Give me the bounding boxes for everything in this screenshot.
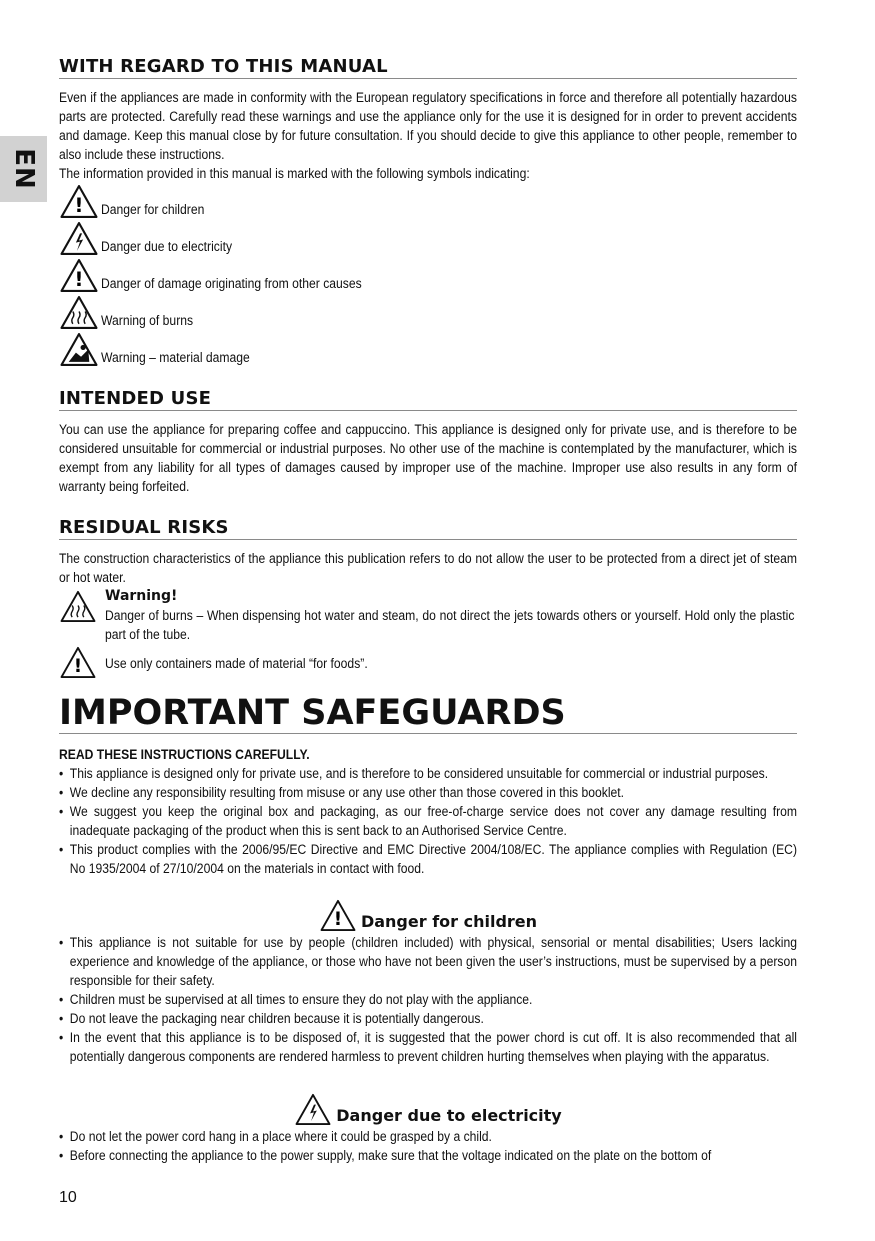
- list-item: • We suggest you keep the original box and packaging, as our free-of-charge service does not cover any damage resulting from inadequate packaging of the product when this is sent back to an Authorised Service Centre.: [59, 802, 797, 840]
- list-item: • In the event that this appliance is to be disposed of, it is suggested that the power chord is cut off. It is also recommended that all potentially dangerous components are rendered harmless to prevent children hurting themselves when playing with the apparatus.: [59, 1028, 797, 1066]
- list-item: • Children must be supervised at all times to ensure they do not play with the appliance.: [59, 990, 797, 1009]
- safeguards-subheading: READ THESE INSTRUCTIONS CAREFULLY.: [59, 747, 310, 762]
- manual-heading: WITH REGARD TO THIS MANUAL: [59, 56, 797, 79]
- material-damage-triangle-icon: [59, 332, 99, 367]
- page-number: 10: [59, 1189, 77, 1206]
- symbol-label: Warning of burns: [101, 313, 194, 328]
- list-item: • This product complies with the 2006/95/EC Directive and EMC Directive 2004/108/EC. The appliance complies with Regulation (EC) No 1935/2004 of 27/10/2004 on the materials in contact with food.: [59, 840, 797, 878]
- burn-warning-note: [59, 587, 797, 644]
- symbol-item: [59, 219, 797, 256]
- electricity-list: [59, 1127, 797, 1165]
- safeguards-list: [59, 764, 797, 878]
- warning-text: Danger of burns – When dispensing hot water and steam, do not direct the jets towards others or yourself. Hold only the plastic part of the tube.: [105, 608, 795, 642]
- language-tab-label: EN: [9, 148, 39, 190]
- symbol-item: [59, 293, 797, 330]
- symbol-item: [59, 330, 797, 367]
- children-subheading: [59, 898, 797, 932]
- symbol-label: Warning – material damage: [101, 350, 250, 365]
- warning-triangle-icon: [59, 258, 99, 293]
- svg-text:!: !: [73, 656, 83, 678]
- svg-text:!: !: [74, 193, 84, 217]
- residual-risks-section: [59, 517, 797, 679]
- warning-triangle-icon: [319, 899, 357, 932]
- symbol-item: [59, 256, 797, 293]
- list-item: • Do not let the power cord hang in a place where it could be grasped by a child.: [59, 1127, 797, 1146]
- intended-use-text: You can use the appliance for preparing coffee and cappuccino. This appliance is designed only for private use, and is therefore to be considered unsuitable for commercial or industrial purposes. No other use of the machine is contemplated by the manufacturer, which is exempt from any liability for all types of damages caused by improper use of the machine. Improper use also results in any form of warranty being forfeited.: [59, 422, 797, 494]
- burn-triangle-icon: [59, 295, 99, 330]
- electricity-triangle-icon: [294, 1093, 332, 1126]
- containers-text: Use only containers made of material “for foods”.: [105, 656, 368, 671]
- warning-triangle-icon: [59, 646, 97, 679]
- symbol-list: [59, 182, 797, 367]
- electricity-subheading: [59, 1092, 797, 1126]
- residual-risks-text: The construction characteristics of the appliance this publication refers to do not allow the user to be protected from a direct jet of steam or hot water.: [59, 551, 797, 585]
- symbol-label: Danger of damage originating from other causes: [101, 276, 362, 291]
- list-item: • Before connecting the appliance to the power supply, make sure that the voltage indicated on the plate on the bottom of: [59, 1146, 797, 1165]
- electricity-subsection: [59, 1092, 797, 1165]
- residual-risks-heading: RESIDUAL RISKS: [59, 517, 797, 540]
- children-subsection: [59, 898, 797, 1066]
- list-item: • Do not leave the packaging near children because it is potentially dangerous.: [59, 1009, 797, 1028]
- safeguards-heading: IMPORTANT SAFEGUARDS: [59, 693, 797, 734]
- manual-section: [59, 56, 797, 367]
- containers-note: [59, 647, 797, 679]
- children-list: [59, 933, 797, 1066]
- intended-use-section: [59, 388, 797, 496]
- warning-title: Warning!: [105, 588, 178, 604]
- electricity-heading: Danger due to electricity: [336, 1106, 562, 1125]
- symbol-label: Danger due to electricity: [101, 239, 233, 254]
- manual-paragraph: Even if the appliances are made in conformity with the European regulatory specifications in force and therefore all potentially hazardous parts are protected. Carefully read these warnings and use the appliance only for the use it is designed for in order to prevent accidents and damage. Keep this manual close by for future consultation. If you should decide to give this appliance to other people, remember to also include these instructions.: [59, 90, 797, 162]
- language-tab: [0, 136, 47, 202]
- burn-triangle-icon: [59, 590, 97, 623]
- symbol-item: [59, 182, 797, 219]
- children-heading: Danger for children: [360, 912, 538, 931]
- manual-symbols-intro: The information provided in this manual is marked with the following symbols indicating:: [59, 166, 530, 181]
- list-item: • This appliance is designed only for private use, and is therefore to be considered unsuitable for commercial or industrial purposes.: [59, 764, 797, 783]
- symbol-label: Danger for children: [101, 202, 205, 217]
- safeguards-section: [59, 693, 797, 878]
- list-item: • We decline any responsibility resulting from misuse or any use other than those covered in this booklet.: [59, 783, 797, 802]
- svg-text:!: !: [333, 909, 343, 931]
- warning-triangle-icon: [59, 184, 99, 219]
- list-item: • This appliance is not suitable for use by people (children included) with physical, sensorial or mental disabilities; Users lacking experience and knowledge of the appliance, or those who have not been given the user’s instructions, must be supervised by a person responsible for their safety.: [59, 933, 797, 990]
- electricity-triangle-icon: [59, 221, 99, 256]
- svg-text:!: !: [74, 267, 84, 291]
- intended-use-heading: INTENDED USE: [59, 388, 797, 411]
